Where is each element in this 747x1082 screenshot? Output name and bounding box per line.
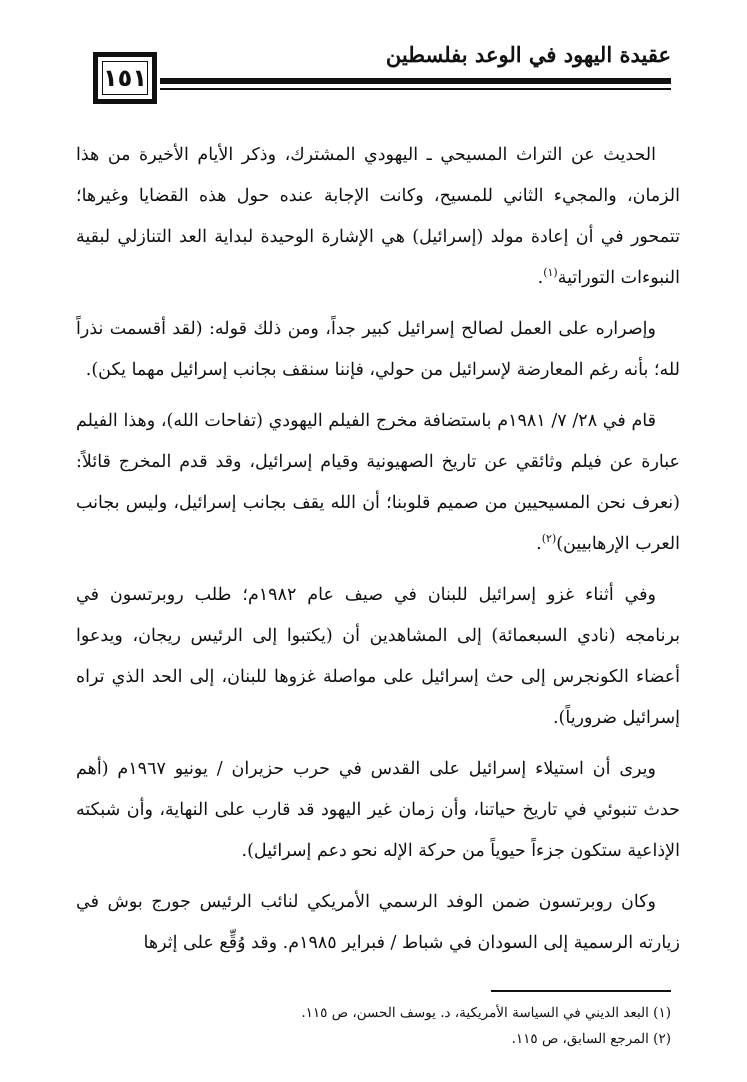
footnote-ref-1: (١) bbox=[543, 266, 558, 280]
footnote-ref-2: (٢) bbox=[541, 532, 557, 546]
body-text bbox=[76, 135, 680, 974]
page-header bbox=[0, 0, 747, 110]
paragraph-5 bbox=[76, 749, 680, 872]
paragraph-4 bbox=[76, 575, 680, 739]
paragraph-3 bbox=[76, 401, 680, 565]
paragraph-text: وإصراره على العمل لصالح إسرائيل كبير جداً، ومن ذلك قوله: (لقد أقسمت نذراً لله؛ بأنه رغم المعارضة لإسرائيل من حولي، فإننا سنقف بجانب إسرائيل مهما يكن). bbox=[76, 319, 680, 380]
paragraph-tail: . bbox=[536, 534, 542, 554]
paragraph-tail: . bbox=[537, 268, 544, 288]
footnote-separator bbox=[491, 990, 671, 992]
header-rule-thick bbox=[160, 78, 671, 84]
footnotes bbox=[67, 1000, 671, 1052]
page-number-box bbox=[93, 52, 157, 104]
header-rule-thin bbox=[160, 88, 671, 90]
paragraph-text: قام في ٢٨/ ٧/ ١٩٨١م باستضافة مخرج الفيلم اليهودي (تفاحات الله)، وهذا الفيلم عبارة عن فيلم وثائقي عن تاريخ الصهيونية وقيام إسرائيل، وقد قدم المخرج قائلاً: (نعرف نحن المسيحيين من صميم قلوبنا؛ أن الله يقف بجانب إسرائيل، وليس بجانب العرب الإرهابيين) bbox=[76, 411, 680, 554]
paragraph-6 bbox=[76, 882, 680, 964]
paragraph-1 bbox=[76, 135, 680, 299]
paragraph-2 bbox=[76, 309, 680, 391]
paragraph-text: وكان روبرتسون ضمن الوفد الرسمي الأمريكي لنائب الرئيس جورج بوش في زيارته الرسمية إلى السودان في شباط / فبراير ١٩٨٥م. وقد وُقِّع على إثرها bbox=[76, 892, 680, 953]
paragraph-text: الحديث عن التراث المسيحي ـ اليهودي المشترك، وذكر الأيام الأخيرة من هذا الزمان، والمجيء الثاني للمسيح، وكانت الإجابة عنده حول هذه القضايا وغيرها؛ تتمحور في أن إعادة مولد (إسرائيل) هي الإشارة الوحيدة لبداية العد التنازلي لبقية النبوءات التوراتية bbox=[76, 145, 680, 288]
footnote-2: (٢) المرجع السابق، ص ١١٥. bbox=[511, 1031, 671, 1047]
footnote-1: (١) البعد الديني في السياسة الأمريكية، د. يوسف الحسن، ص ١١٥. bbox=[301, 1005, 671, 1021]
paragraph-text: ويرى أن استيلاء إسرائيل على القدس في حرب حزيران / يونيو ١٩٦٧م (أهم حدث تنبوئي في تاريخ حياتنا، وأن زمان غير اليهود قد قارب على النهاية، وأن شبكته الإذاعية ستكون جزءاً حيوياً من حركة الإله نحو دعم إسرائيل). bbox=[76, 759, 680, 861]
page-number: ١٥١ bbox=[103, 64, 147, 92]
paragraph-text: وفي أثناء غزو إسرائيل للبنان في صيف عام ١٩٨٢م؛ طلب روبرتسون في برنامجه (نادي السبعمائة) إلى المشاهدين أن (يكتبوا إلى الرئيس ريجان، ويدعوا أعضاء الكونجرس إلى حث إسرائيل على مواصلة غزوها للبنان، إلى الحد الذي تراه إسرائيل ضرورياً). bbox=[76, 585, 680, 728]
running-title: عقيدة اليهود في الوعد بفلسطين bbox=[385, 42, 671, 67]
